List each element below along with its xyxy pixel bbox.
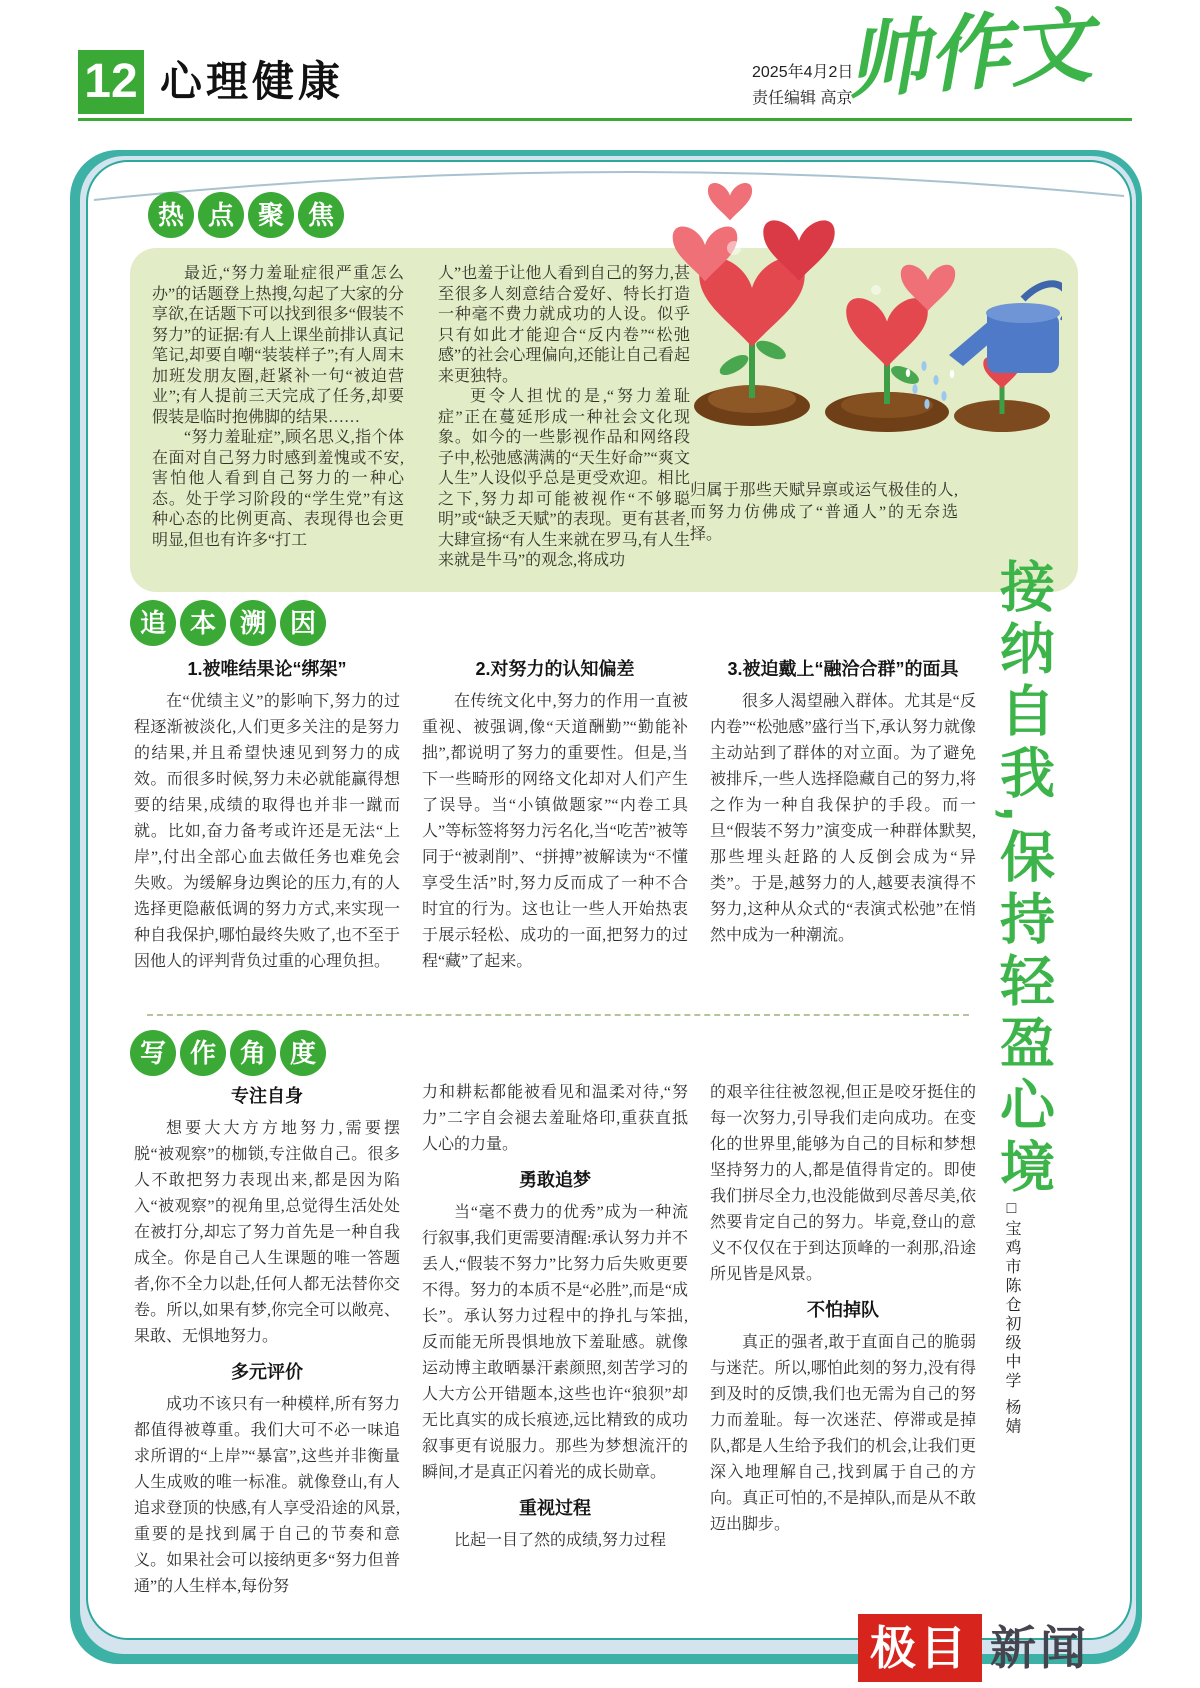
badge-char: 点 (198, 192, 244, 238)
vertical-headline: 接纳自我,保持轻盈心境 (992, 558, 1054, 1201)
badge-char: 聚 (248, 192, 294, 238)
paragraph: 比起一目了然的成绩,努力过程 (454, 1532, 667, 1549)
paragraph: 力和耕耘都能被看见和温柔对待,“努力”二字自会褪去羞耻烙印,重获直抵人心的力量。 (422, 1084, 688, 1153)
subheading: 2.对努力的认知偏差 (475, 659, 635, 679)
jimu-news-logo (858, 1614, 1090, 1682)
badge-char: 焦 (298, 192, 344, 238)
badge-char: 追 (130, 600, 176, 646)
badge-char: 热 (148, 192, 194, 238)
paragraph: 想要大大方方地努力,需要摆脱“被观察”的枷锁,专注做自己。很多人不敢把努力表现出来,都是因为陷入“被观察”的视角里,总觉得生活处处在被打分,却忘了努力首先是一种自我成全。你是自己人生课题的唯一答题者,你不全力以赴,任何人都无法替你交卷。所以,如果有梦,你完全可以敞亮、果敢、无惧地努力。 (134, 1120, 400, 1345)
paragraph: 最近,“努力羞耻症很严重怎么办”的话题登上热搜,勾起了大家的分享欲,在话题下可以找到很多“假装不努力”的证据:有人上课坐前排认真记笔记,却要自嘲“装装样子”;有人周末加班发朋友圈,赶紧补一句“被迫营业”;有人提前三天完成了任务,却要假装是临时抱佛脚的结果…… (152, 265, 404, 426)
paragraph: 当“毫不费力的优秀”成为一种流行叙事,我们更需要清醒:承认努力并不丢人,“假装不努力”比努力后失败更要不得。努力的本质不是“必胜”,而是“成长”。承认努力过程中的挣扎与笨拙,反而能无所畏惧地放下羞耻感。就像运动博主敢晒暴汗素颜照,刻苦学习的人大方公开错题本,这些也许“狼狈”却无比真实的成长痕迹,远比精致的成功叙事更有说服力。那些为梦想流汗的瞬间,才是真正闪着光的成长勋章。 (422, 1204, 688, 1481)
writing-column-2 (422, 1080, 688, 1554)
logo-red-block: 极目 (858, 1614, 982, 1682)
hearts-plants-illustration (672, 168, 1062, 438)
paragraph: 人”也羞于让他人看到自己的努力,甚至很多人刻意结合爱好、特长打造一种毫不费力就成功的人设。似乎只有如此才能迎合“反内卷”“松弛感”的社会心理偏向,还能让自己看起来更独特。 (438, 265, 690, 385)
logo-dark-text: 新闻 (990, 1622, 1090, 1674)
badge-char: 溯 (230, 600, 276, 646)
paragraph: 在“优绩主义”的影响下,努力的过程逐渐被淡化,人们更多关注的是努力的结果,并且希望快速见到努力的成效。而很多时候,努力未必就能赢得想要的结果,成绩的取得也并非一蹴而就。比如,奋力备考或许还是无法“上岸”,付出全部心血去做任务也难免会失败。为缓解身边舆论的压力,有的人选择更隐蔽低调的努力方式,来实现一种自我保护,哪怕最终失败了,也不至于因他人的评判背负过重的心理负担。 (134, 693, 400, 970)
subheading: 多元评价 (231, 1362, 303, 1382)
paragraph: “努力羞耻症”,顾名思义,指个体在面对自己努力时感到羞愧或不安,害怕他人看到自己努力的一种心态。处于学习阶段的“学生党”有这种心态的比例更高、表现得也会更明显,但也有许多“打工 (152, 429, 404, 549)
paragraph: 真正的强者,敢于直面自己的脆弱与迷茫。所以,哪怕此刻的努力,没有得到及时的反馈,我们也无需为自己的努力而羞耻。每一次迷茫、停滞或是掉队,都是人生给予我们的机会,让我们更深入地理解自己,找到属于自己的方向。真正可怕的,不是掉队,而是从不敢迈出脚步。 (710, 1334, 976, 1533)
badge-char: 角 (230, 1030, 276, 1076)
subheading: 不怕掉队 (807, 1300, 879, 1320)
subheading: 专注自身 (231, 1086, 303, 1106)
publication-info (752, 60, 853, 112)
subheading: 1.被唯结果论“绑架” (187, 659, 347, 679)
author-byline: □宝鸡市陈仓初级中学 杨婧 (1003, 1200, 1020, 1437)
badge-char: 度 (280, 1030, 326, 1076)
subheading: 3.被迫戴上“融洽合群”的面具 (727, 659, 959, 679)
section-badge-hotspot (148, 192, 344, 238)
origin-column-1 (134, 657, 400, 975)
paragraph: 更令人担忧的是,“努力羞耻症”正在蔓延形成一种社会文化现象。如今的一些影视作品和网络段子中,松弛感满满的“天生好命”“爽文人生”人设似乎总是更受欢迎。相比之下,努力却可能被视作“不够聪明”或“缺乏天赋”的表现。更有甚者,大肆宣扬“有人生来就在罗马,有人生来就是牛马”的观念,将成功 (438, 388, 690, 569)
paragraph: 成功不该只有一种模样,所有努力都值得被尊重。我们大可不必一味追求所谓的“上岸”“暴富”,这些并非衡量人生成败的唯一标准。就像登山,有人追求登顶的快感,有人享受沿途的风景,重要的是找到属于自己的节奏和意义。如果社会可以接纳更多“努力但普通”的人生样本,每份努 (134, 1396, 400, 1595)
editor-credit: 责任编辑 高京 (752, 90, 853, 107)
badge-char: 因 (280, 600, 326, 646)
notebook-page (86, 160, 1132, 1640)
hotspot-column-1 (152, 264, 404, 551)
badge-char: 作 (180, 1030, 226, 1076)
soil-mounds (694, 385, 1050, 432)
hotspot-caption: 归属于那些天赋异禀或运气极佳的人,而努力仿佛成了“普通人”的无奈选择。 (690, 482, 958, 543)
brand-logo: 帅作文 (843, 0, 1095, 109)
writing-column-3 (710, 1080, 976, 1538)
badge-char: 写 (130, 1030, 176, 1076)
origin-column-2 (422, 657, 688, 975)
dashed-divider (147, 1014, 969, 1016)
section-title: 心理健康 (160, 58, 345, 105)
section-badge-origin (130, 600, 326, 646)
origin-column-3 (710, 657, 976, 949)
hotspot-column-2 (438, 264, 690, 572)
badge-char: 本 (180, 600, 226, 646)
pub-date: 2025年4月2日 (752, 64, 854, 81)
watering-can-icon (949, 284, 1062, 373)
subheading: 勇敢追梦 (519, 1170, 591, 1190)
paragraph: 很多人渴望融入群体。尤其是“反内卷”“松弛感”盛行当下,承认努力就像主动站到了群体的对立面。为了避免被排斥,一些人选择隐藏自己的努力,将之作为一种自我保护的手段。而一旦“假装不努力”演变成一种群体默契,那些埋头赶路的人反倒会成为“异类”。于是,越努力的人,越要表演得不努力,这种从众式的“表演式松弛”在悄然中成为一种潮流。 (710, 693, 976, 944)
subheading: 重视过程 (519, 1498, 591, 1518)
paragraph: 的艰辛往往被忽视,但正是咬牙挺住的每一次努力,引导我们走向成功。在变化的世界里,能够为自己的目标和梦想坚持努力的人,都是值得肯定的。即使我们拼尽全力,也没能做到尽善尽美,依然要肯定自己的努力。毕竟,登山的意义不仅仅在于到达顶峰的一刹那,沿途所见皆是风景。 (710, 1084, 976, 1283)
section-badge-writing (130, 1030, 326, 1076)
paragraph: 在传统文化中,努力的作用一直被重视、被强调,像“天道酬勤”“勤能补拙”,都说明了努力的重要性。但是,当下一些畸形的网络文化却对人们产生了误导。当“小镇做题家”“内卷工具人”等标签将努力污名化,当“吃苦”被等同于“被剥削”、“拼搏”被解读为“不懂享受生活”时,努力反而成了一种不合时宜的行为。这也让一些人开始热衷于展示轻松、成功的一面,把努力的过程“藏”了起来。 (422, 693, 688, 970)
header-rule (78, 118, 1132, 121)
page-number: 12 (84, 55, 138, 108)
writing-column-1 (134, 1084, 400, 1600)
page-number-badge (78, 50, 144, 114)
